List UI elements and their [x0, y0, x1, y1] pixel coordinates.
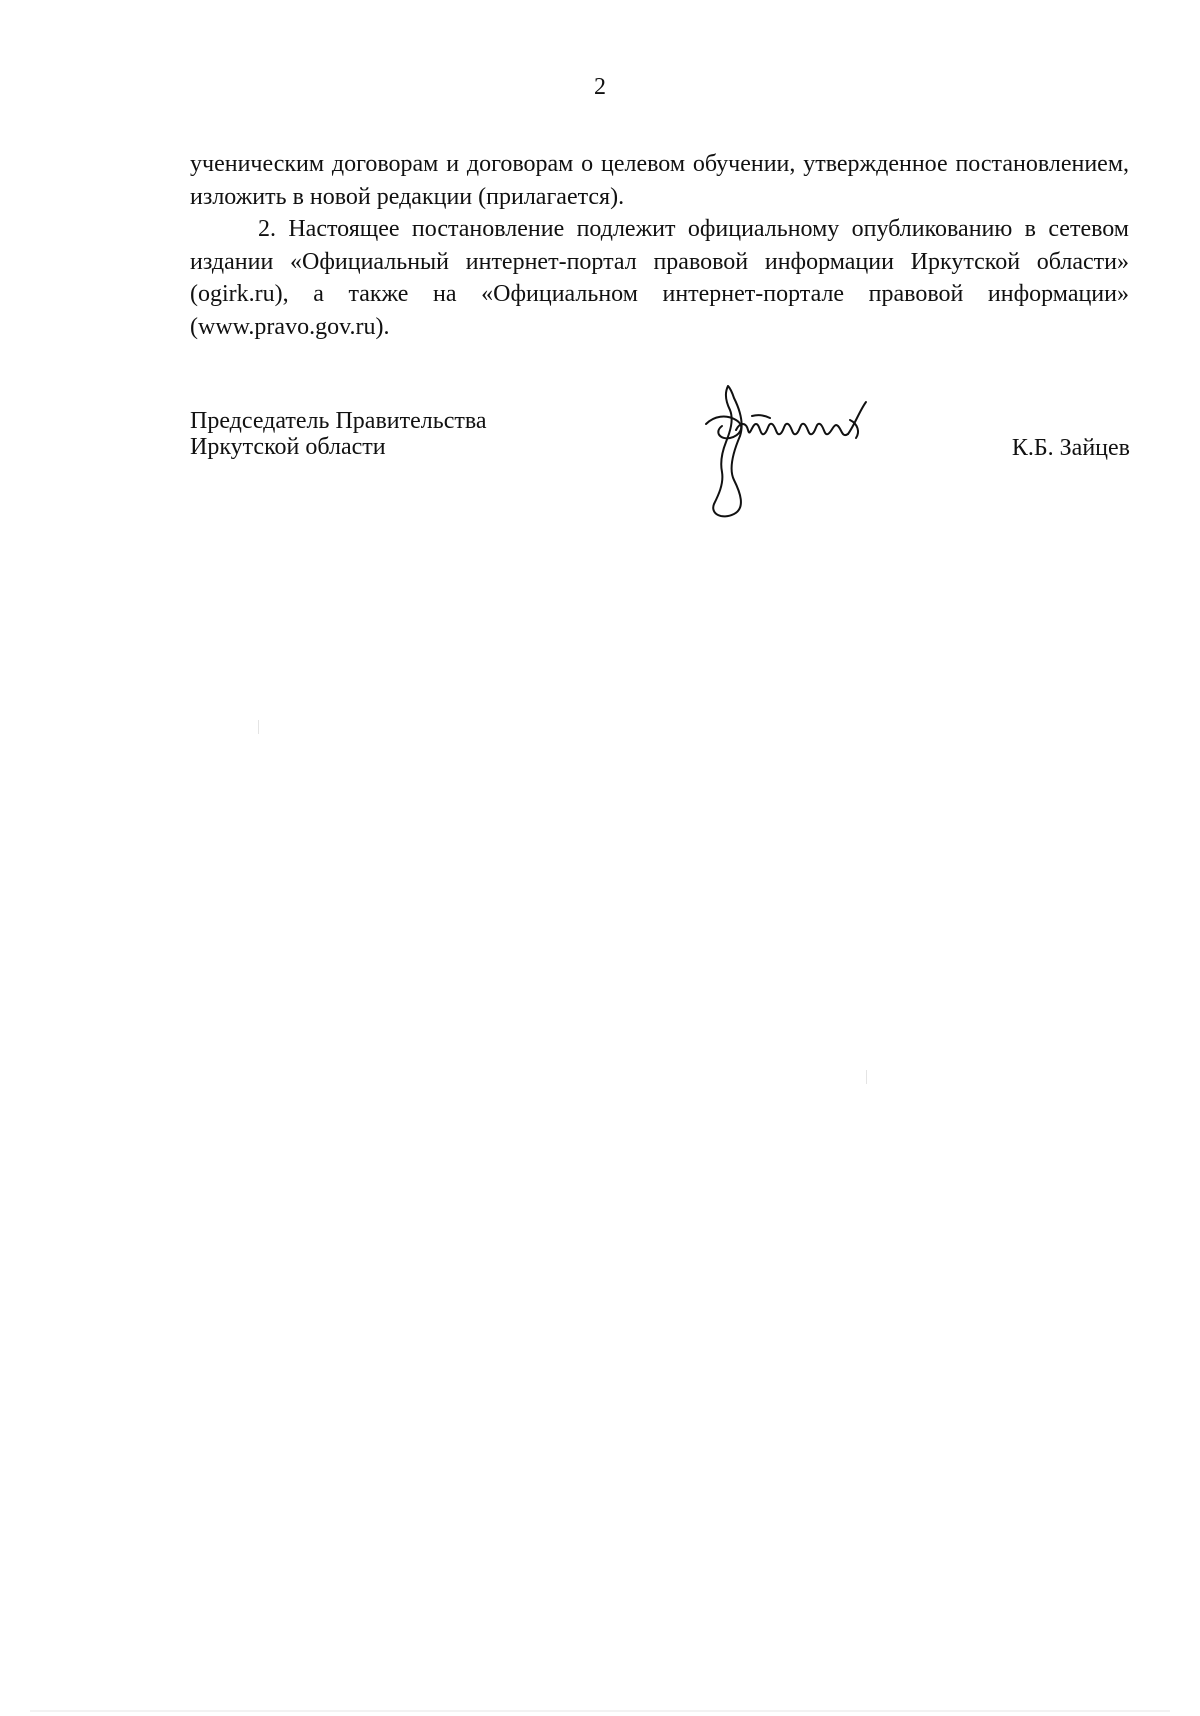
scan-edge [30, 1710, 1170, 1712]
scan-artifact [258, 720, 259, 734]
signatory-name: К.Б. Зайцев [1011, 435, 1130, 461]
signatory-title-line-1: Председатель Правительства [190, 408, 487, 434]
paragraph-continuation: ученическим договорам и договорам о целевом обучении, утвержденное постановлением, изложить в новой редакции (прилагается). [190, 151, 1129, 210]
scan-artifact [866, 1070, 867, 1084]
paragraph-2: 2. Настоящее постановление подлежит официальному опубликованию в сетевом издании «Официальный интернет-портал правовой информации Иркутской области» (ogirk.ru), а также на «Официальном интернет-портале правовой информации» (www.pravo.gov.ru). [190, 216, 1129, 340]
signatory-title-line-2: Иркутской области [190, 434, 386, 460]
handwritten-signature-icon [700, 380, 920, 520]
page-number: 2 [594, 74, 606, 100]
document-body [190, 148, 1129, 343]
signatory-title [190, 408, 487, 460]
